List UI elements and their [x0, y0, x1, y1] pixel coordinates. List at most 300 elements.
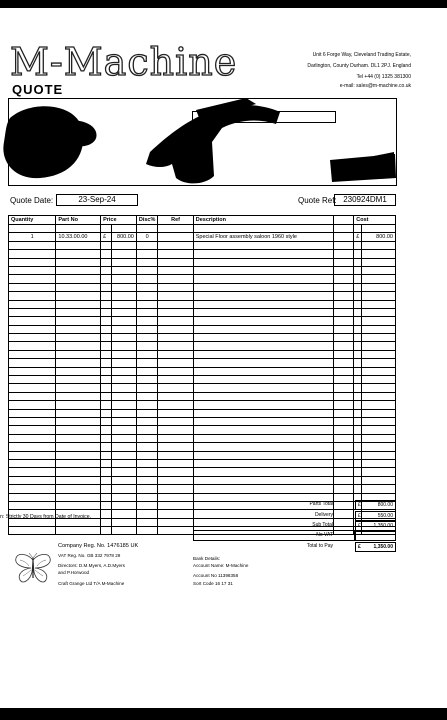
cell-cost: [362, 258, 396, 266]
total-label: Total to Pay: [306, 543, 333, 549]
table-row: [9, 417, 396, 425]
cell-price-currency: [101, 459, 112, 467]
cell-cost-currency: [354, 292, 362, 300]
cell-cost: [362, 325, 396, 333]
cell-cost-currency: [354, 334, 362, 342]
cell-price: [111, 527, 136, 535]
table-row: [9, 250, 396, 258]
cell-part-no: [56, 459, 101, 467]
cell-cost-currency: [354, 459, 362, 467]
table-row: [9, 409, 396, 417]
cell-cost: [362, 283, 396, 291]
cell-price-currency: [101, 283, 112, 291]
cell-price-currency: [101, 367, 112, 375]
table-row: [9, 443, 396, 451]
cell-disc: [136, 384, 158, 392]
cell-cost-currency: [354, 401, 362, 409]
cell-cost: [362, 292, 396, 300]
cell-cost: [362, 376, 396, 384]
cell-cost: [362, 300, 396, 308]
cell-price: [111, 451, 136, 459]
cell-ref: [158, 409, 193, 417]
cell-ref: [158, 359, 193, 367]
cell-ref: [158, 225, 193, 233]
total-label: Sub Total: [312, 522, 333, 528]
cell-price-currency: [101, 392, 112, 400]
cell-quantity: [9, 250, 56, 258]
payment-terms: n: Strictly 30 Days from Date of Invoice.: [0, 514, 92, 520]
cell-price: [111, 266, 136, 274]
cell-disc: [136, 266, 158, 274]
cell-quantity: [9, 317, 56, 325]
cell-blank: [333, 258, 354, 266]
cell-cost: [362, 334, 396, 342]
total-value-box: [355, 542, 396, 552]
cell-cost-currency: [354, 250, 362, 258]
total-currency: £: [358, 502, 361, 508]
cell-ref: [158, 266, 193, 274]
cell-price-currency: [101, 325, 112, 333]
cell-price-currency: [101, 468, 112, 476]
cell-quantity: [9, 493, 56, 501]
total-currency: £: [358, 544, 361, 550]
cell-cost-currency: [354, 241, 362, 249]
table-row: [9, 317, 396, 325]
cell-blank: [333, 317, 354, 325]
cell-description: [193, 266, 333, 274]
cell-cost: [362, 443, 396, 451]
cell-part-no: [56, 300, 101, 308]
cell-description: [193, 241, 333, 249]
cell-cost: [362, 485, 396, 493]
directors-line-1: Directors: D.M.Myers, A.D.Myers: [58, 563, 125, 568]
cell-disc: [136, 367, 158, 375]
cell-disc: [136, 376, 158, 384]
cell-part-no: [56, 376, 101, 384]
cell-quantity: [9, 300, 56, 308]
cell-cost-currency: [354, 384, 362, 392]
quote-date-value: 23-Sep-24: [56, 194, 138, 206]
cell-price-currency: [101, 225, 112, 233]
cell-cost: [362, 401, 396, 409]
cell-price: [111, 258, 136, 266]
total-value: 1,350.00: [373, 544, 393, 550]
cell-blank: [333, 434, 354, 442]
cell-quantity: [9, 367, 56, 375]
cell-cost: [362, 426, 396, 434]
col-blank: [333, 216, 354, 225]
cell-part-no: [56, 308, 101, 316]
total-value: 800.00: [377, 502, 393, 508]
total-value-box: [355, 511, 396, 521]
total-value-box: [355, 500, 396, 510]
cell-part-no: [56, 434, 101, 442]
address-email: e-mail: sales@m-machine.co.uk: [339, 83, 411, 89]
table-row: [9, 283, 396, 291]
cell-description: [193, 384, 333, 392]
cell-quantity: [9, 350, 56, 358]
cell-blank: [333, 342, 354, 350]
cell-blank: [333, 451, 354, 459]
cell-price-currency: [101, 334, 112, 342]
cell-quantity: [9, 376, 56, 384]
cell-ref: [158, 501, 193, 509]
cell-part-no: [56, 401, 101, 409]
col-disc: Disc%: [136, 216, 158, 225]
cell-disc: [136, 292, 158, 300]
cell-price: [111, 510, 136, 518]
cell-ref: [158, 426, 193, 434]
cell-disc: [136, 434, 158, 442]
cell-description: [193, 359, 333, 367]
quote-date-label: Quote Date:: [10, 196, 54, 205]
cell-disc: [136, 350, 158, 358]
cell-price-currency: [101, 501, 112, 509]
cell-cost-currency: [354, 476, 362, 484]
table-row: [9, 258, 396, 266]
cell-part-no: [56, 292, 101, 300]
cell-price: [111, 417, 136, 425]
cell-ref: [158, 485, 193, 493]
cell-ref: [158, 468, 193, 476]
cell-cost: [362, 241, 396, 249]
cell-ref: [158, 275, 193, 283]
cell-cost-currency: [354, 325, 362, 333]
cell-cost: [362, 384, 396, 392]
cell-ref: [158, 527, 193, 535]
cell-quantity: [9, 501, 56, 509]
cell-blank: [333, 510, 354, 518]
cell-part-no: [56, 342, 101, 350]
cell-description: [193, 426, 333, 434]
cell-part-no: [56, 476, 101, 484]
cell-blank: [333, 350, 354, 358]
cell-quantity: [9, 527, 56, 535]
cell-disc: [136, 518, 158, 526]
cell-cost: [362, 342, 396, 350]
cell-description: [193, 367, 333, 375]
cell-ref: [158, 250, 193, 258]
total-value: 1,350.00: [373, 523, 393, 529]
cell-disc: [136, 275, 158, 283]
table-row: [9, 241, 396, 249]
table-row: [9, 266, 396, 274]
cell-ref: [158, 342, 193, 350]
cell-cost-currency: [354, 266, 362, 274]
cell-price-currency: [101, 401, 112, 409]
quote-ref-label: Quote Ref:: [298, 196, 337, 205]
cell-price-currency: [101, 292, 112, 300]
cell-price: [111, 317, 136, 325]
cell-price: [111, 409, 136, 417]
cell-cost-currency: [354, 376, 362, 384]
cell-blank: [333, 443, 354, 451]
butterfly-logo-icon: [14, 552, 52, 586]
cell-disc: [136, 250, 158, 258]
cell-description: [193, 409, 333, 417]
table-row: [9, 300, 396, 308]
cell-description: [193, 485, 333, 493]
cell-disc: [136, 359, 158, 367]
cell-part-no: [56, 501, 101, 509]
line-items-table: [8, 215, 396, 535]
cell-price: [111, 350, 136, 358]
table-row: [9, 292, 396, 300]
table-row: [9, 225, 396, 233]
cell-price: [111, 325, 136, 333]
company-reg-no: Company Reg. No. 1476185 UK: [58, 543, 139, 549]
cell-price: [111, 275, 136, 283]
cell-blank: [333, 300, 354, 308]
cell-description: [193, 459, 333, 467]
directors-line-2: and P.Horwood: [58, 570, 90, 575]
cell-cost-currency: [354, 300, 362, 308]
cell-price-currency: [101, 275, 112, 283]
cell-cost-currency: [354, 468, 362, 476]
cell-disc: [136, 225, 158, 233]
redaction-marks: [0, 90, 447, 200]
cell-cost-currency: [354, 258, 362, 266]
cell-price: [111, 308, 136, 316]
cell-cost-currency: [354, 417, 362, 425]
cell-blank: [333, 308, 354, 316]
cell-blank: [333, 233, 354, 241]
cell-price: [111, 468, 136, 476]
quote-ref-value: 230924DM1: [334, 194, 396, 206]
cell-cost-currency: [354, 485, 362, 493]
cell-cost: [362, 367, 396, 375]
cell-price: [111, 459, 136, 467]
total-label: No VAT: [316, 532, 333, 538]
col-description: Description: [193, 216, 333, 225]
cell-cost: [362, 317, 396, 325]
cell-quantity: [9, 334, 56, 342]
cell-ref: [158, 510, 193, 518]
bank-account-name: Account Name: M-Machine: [193, 563, 249, 568]
cell-disc: [136, 493, 158, 501]
cell-blank: [333, 426, 354, 434]
table-row: [9, 493, 396, 501]
cell-blank: [333, 367, 354, 375]
total-value-box: [355, 531, 396, 541]
table-row: [9, 485, 396, 493]
cell-disc: [136, 392, 158, 400]
cell-ref: [158, 241, 193, 249]
cell-cost-currency: [354, 275, 362, 283]
cell-ref: [158, 401, 193, 409]
cell-disc: [136, 417, 158, 425]
cell-blank: [333, 376, 354, 384]
cell-part-no: [56, 367, 101, 375]
cell-cost-currency: [354, 359, 362, 367]
cell-price-currency: [101, 350, 112, 358]
cell-price: [111, 401, 136, 409]
cell-blank: [333, 468, 354, 476]
table-row: [9, 233, 396, 241]
cell-description: [193, 417, 333, 425]
cell-part-no: [56, 283, 101, 291]
cell-price: [111, 334, 136, 342]
cell-price: [111, 434, 136, 442]
cell-price: [111, 283, 136, 291]
cell-blank: [333, 476, 354, 484]
cell-price-currency: [101, 409, 112, 417]
col-quantity: Quantity: [9, 216, 56, 225]
address-phone: Tel +44 (0) 1325 381300: [356, 74, 411, 80]
cell-ref: [158, 459, 193, 467]
cell-ref: [158, 258, 193, 266]
table-row: [9, 359, 396, 367]
cell-description: [193, 434, 333, 442]
cell-description: [193, 300, 333, 308]
cell-ref: [158, 317, 193, 325]
table-header-row: [9, 216, 396, 225]
cell-ref: [158, 434, 193, 442]
cell-cost-currency: [354, 308, 362, 316]
cell-ref: [158, 233, 193, 241]
cell-description: [193, 258, 333, 266]
cell-description: [193, 325, 333, 333]
cell-cost: [362, 451, 396, 459]
table-row: [9, 308, 396, 316]
cell-ref: [158, 384, 193, 392]
cell-quantity: [9, 241, 56, 249]
cell-disc: [136, 401, 158, 409]
cell-ref: [158, 300, 193, 308]
cell-quantity: [9, 325, 56, 333]
cell-description: [193, 401, 333, 409]
cell-blank: [333, 417, 354, 425]
cell-price: [111, 501, 136, 509]
bottom-border-bar: [0, 708, 447, 720]
top-border-bar: [0, 0, 447, 8]
cell-price-currency: [101, 342, 112, 350]
cell-disc: [136, 459, 158, 467]
cell-quantity: [9, 266, 56, 274]
cell-ref: [158, 476, 193, 484]
cell-ref: [158, 308, 193, 316]
cell-part-no: [56, 325, 101, 333]
cell-blank: [333, 359, 354, 367]
cell-price: [111, 342, 136, 350]
cell-part-no: [56, 468, 101, 476]
table-row: [9, 342, 396, 350]
cell-cost: [362, 250, 396, 258]
cell-blank: [333, 485, 354, 493]
cell-price: [111, 443, 136, 451]
cell-disc: [136, 409, 158, 417]
no-vat-box: [193, 530, 355, 541]
cell-blank: [333, 283, 354, 291]
cell-description: [193, 376, 333, 384]
cell-cost-currency: [354, 367, 362, 375]
cell-quantity: [9, 468, 56, 476]
cell-ref: [158, 350, 193, 358]
cell-price-currency: [101, 266, 112, 274]
cell-quantity: [9, 401, 56, 409]
cell-price-currency: [101, 451, 112, 459]
cell-disc: [136, 468, 158, 476]
cell-quantity: [9, 443, 56, 451]
cell-ref: [158, 367, 193, 375]
cell-price-currency: [101, 518, 112, 526]
cell-disc: [136, 317, 158, 325]
cell-blank: [333, 325, 354, 333]
cell-ref: [158, 392, 193, 400]
cell-cost: [362, 434, 396, 442]
total-label: Parts Total: [309, 501, 333, 507]
cell-price: 800.00: [111, 233, 136, 241]
cell-quantity: [9, 292, 56, 300]
cell-price: [111, 485, 136, 493]
cell-quantity: [9, 392, 56, 400]
total-currency: £: [358, 513, 361, 519]
cell-quantity: [9, 434, 56, 442]
cell-price: [111, 359, 136, 367]
company-logo: M-Machine: [10, 40, 238, 84]
table-row: [9, 334, 396, 342]
cell-price-currency: [101, 359, 112, 367]
cell-description: [193, 225, 333, 233]
cell-cost: [362, 275, 396, 283]
cell-price: [111, 250, 136, 258]
cell-quantity: [9, 426, 56, 434]
cell-quantity: 1: [9, 233, 56, 241]
table-row: [9, 501, 396, 509]
cell-description: [193, 451, 333, 459]
cell-part-no: [56, 443, 101, 451]
cell-disc: [136, 308, 158, 316]
col-cost: Cost: [354, 216, 396, 225]
table-row: [9, 476, 396, 484]
table-row: [9, 434, 396, 442]
cell-quantity: [9, 283, 56, 291]
cell-blank: [333, 459, 354, 467]
cell-description: [193, 392, 333, 400]
cell-description: [193, 250, 333, 258]
cell-cost-currency: [354, 443, 362, 451]
table-row: [9, 376, 396, 384]
cell-price: [111, 384, 136, 392]
cell-part-no: [56, 451, 101, 459]
cell-price: [111, 367, 136, 375]
table-row: [9, 325, 396, 333]
cell-price: [111, 518, 136, 526]
cell-price-currency: [101, 527, 112, 535]
bank-details-title: Bank Details:: [193, 556, 221, 561]
table-row: [9, 451, 396, 459]
cell-price: [111, 241, 136, 249]
cell-part-no: 10.33.00.00: [56, 233, 101, 241]
cell-disc: [136, 485, 158, 493]
cell-part-no: [56, 485, 101, 493]
cell-cost-currency: [354, 451, 362, 459]
line-items-body: [9, 225, 396, 535]
cell-part-no: [56, 334, 101, 342]
cell-ref: [158, 325, 193, 333]
cell-blank: [333, 241, 354, 249]
cell-disc: [136, 451, 158, 459]
cell-disc: [136, 443, 158, 451]
cell-price: [111, 300, 136, 308]
cell-ref: [158, 376, 193, 384]
cell-price-currency: [101, 384, 112, 392]
cell-price: [111, 376, 136, 384]
total-value-box: [355, 521, 396, 531]
cell-description: [193, 292, 333, 300]
cell-price-currency: [101, 443, 112, 451]
trading-name: Craft Grange Ltd T/A M-Machine: [58, 581, 125, 586]
